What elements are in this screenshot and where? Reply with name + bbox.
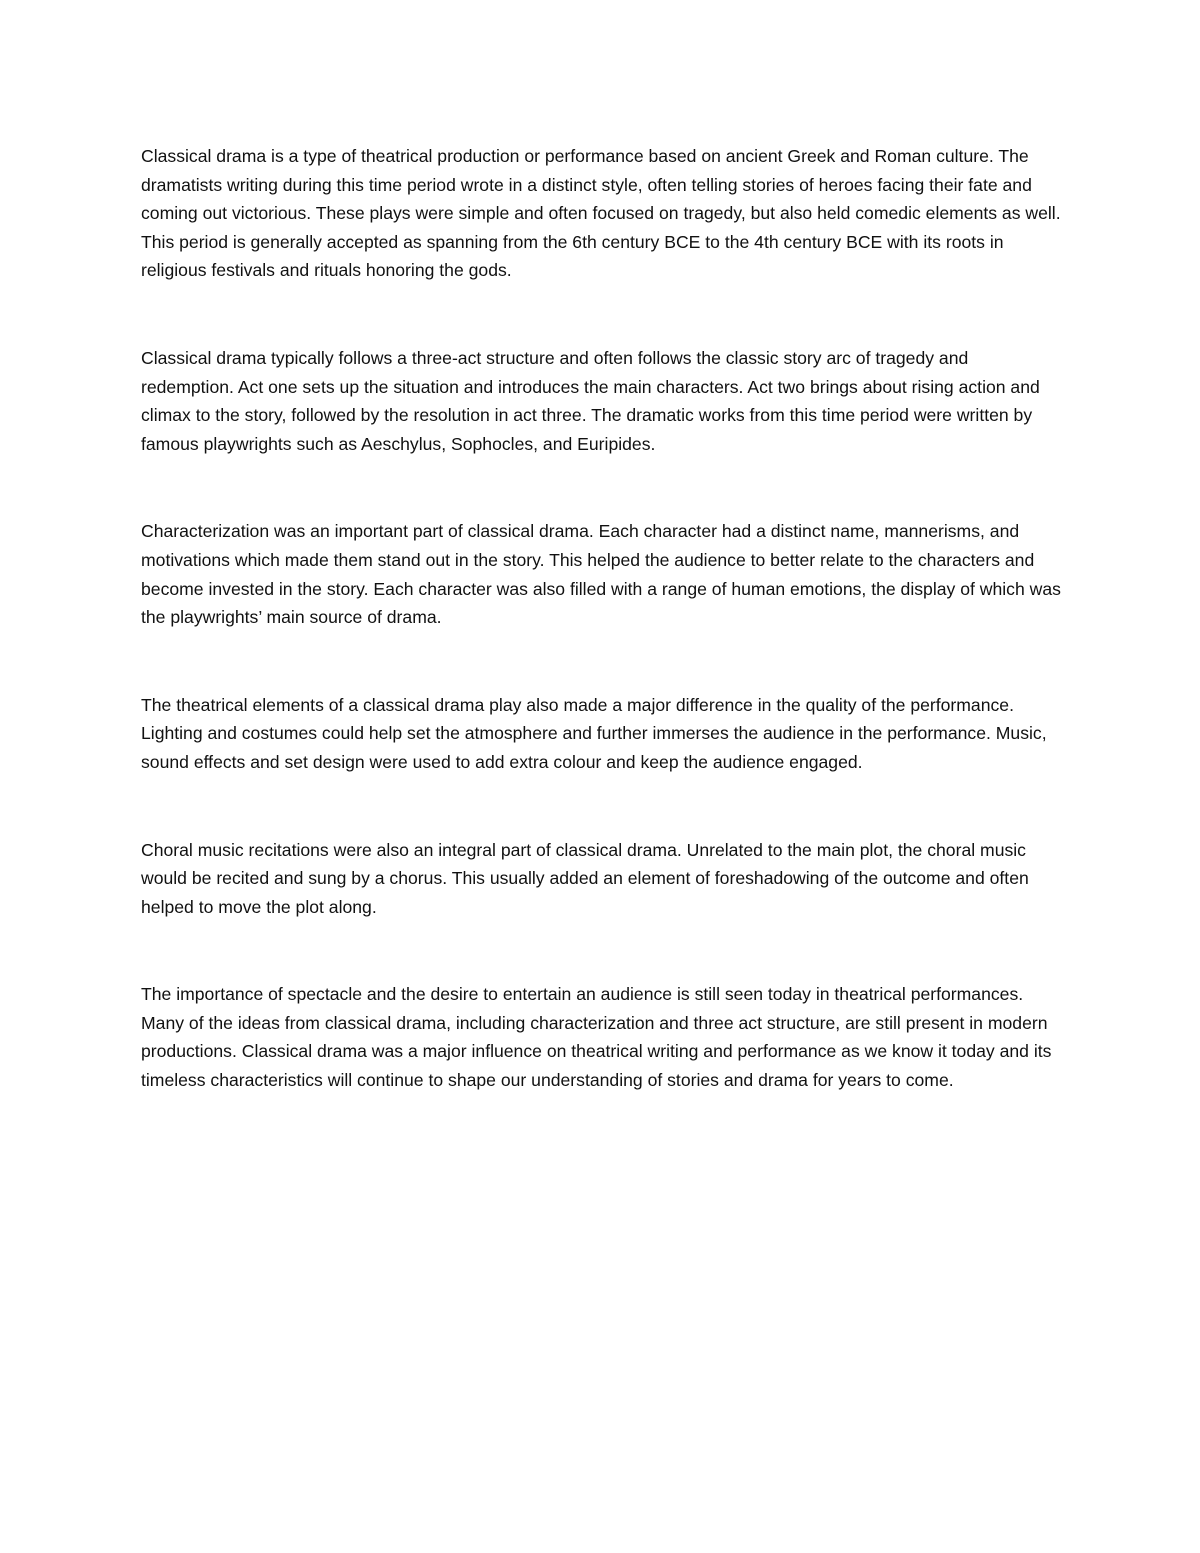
document-body (141, 142, 1061, 1095)
paragraph-6: The importance of spectacle and the desire to entertain an audience is still seen today in theatrical performances. Many of the ideas from classical drama, including characterization and three act structure, are still present in modern productions. Classical drama was a major influence on theatrical writing and performance as we know it today and its timeless characteristics will continue to shape our understanding of stories and drama for years to come. (141, 984, 1052, 1091)
paragraph-1: Classical drama is a type of theatrical production or performance based on ancient Greek and Roman culture. The dramatists writing during this time period wrote in a distinct style, often telling stories of heroes facing their fate and coming out victorious. These plays were simple and often focused on tragedy, but also held comedic elements as well. This period is generally accepted as spanning from the 6th century BCE to the 4th century BCE with its roots in religious festivals and rituals honoring the gods. (141, 146, 1061, 281)
paragraph-3: Characterization was an important part of classical drama. Each character had a distinct name, mannerisms, and motivations which made them stand out in the story. This helped the audience to better relate to the characters and become invested in the story. Each character was also filled with a range of human emotions, the display of which was the playwrights’ main source of drama. (141, 521, 1061, 628)
paragraph-4: The theatrical elements of a classical drama play also made a major difference in the quality of the performance. Lighting and costumes could help set the atmosphere and further immerses the audience in the performance. Music, sound effects and set design were used to add extra colour and keep the audience engaged. (141, 694, 1047, 772)
paragraph-2: Classical drama typically follows a three-act structure and often follows the classic story arc of tragedy and redemption. Act one sets up the situation and introduces the main characters. Act two brings about rising action and climax to the story, followed by the resolution in act three. The dramatic works from this time period were written by famous playwrights such as Aeschylus, Sophocles, and Euripides. (141, 347, 1040, 454)
paragraph-5: Choral music recitations were also an integral part of classical drama. Unrelated to the main plot, the choral music would be recited and sung by a chorus. This usually added an element of foreshadowing of the outcome and often helped to move the plot along. (141, 839, 1029, 917)
